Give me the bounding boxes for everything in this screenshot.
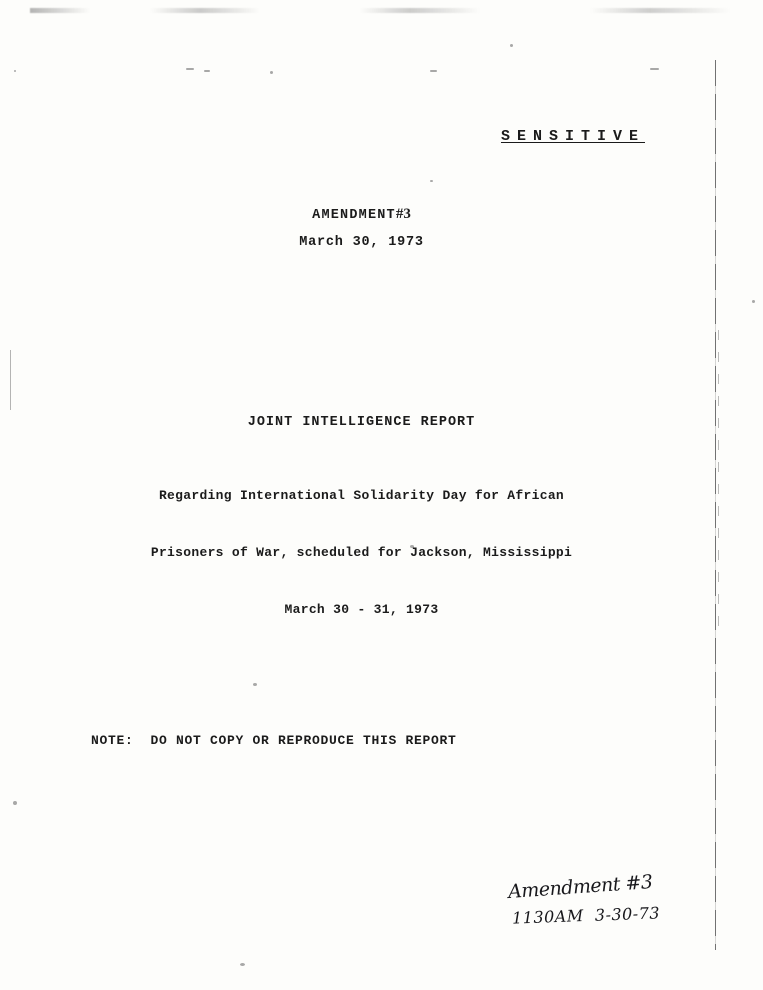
scan-speck <box>510 44 513 47</box>
scan-speck <box>204 70 210 72</box>
scan-speck <box>752 300 755 303</box>
report-subtitle-line-1: Regarding International Solidarity Day for African <box>158 488 565 503</box>
scan-speck <box>253 683 257 686</box>
handwritten-annotation-timestamp: 1130AM 3-30-73 <box>511 903 661 928</box>
handwritten-annotation-amendment: Amendment #3 <box>507 870 654 904</box>
distribution-note: NOTE: DO NOT COPY OR REPRODUCE THIS REPORT <box>91 733 457 748</box>
scan-speck <box>240 963 245 966</box>
document-date: March 30, 1973 <box>299 235 424 250</box>
scan-smudge-top <box>30 8 730 13</box>
amendment-heading <box>0 206 763 223</box>
classification-marking: SENSITIVE <box>500 128 645 145</box>
scan-speck <box>270 71 273 74</box>
scan-speck <box>14 70 16 72</box>
scan-speck <box>430 70 437 72</box>
report-subtitle <box>0 448 763 657</box>
report-subtitle-line-2: Prisoners of War, scheduled for Jackson, Mississippi <box>150 545 573 560</box>
amendment-number: #3 <box>395 206 411 222</box>
scan-speck <box>650 68 659 70</box>
scan-edge-left <box>10 350 11 410</box>
report-title: JOINT INTELLIGENCE REPORT <box>247 415 476 430</box>
scan-speck <box>13 801 17 805</box>
scan-speck <box>430 180 433 182</box>
amendment-label: AMENDMENT <box>312 208 396 223</box>
scan-speck <box>186 68 194 70</box>
report-subtitle-line-3: March 30 - 31, 1973 <box>284 602 439 617</box>
